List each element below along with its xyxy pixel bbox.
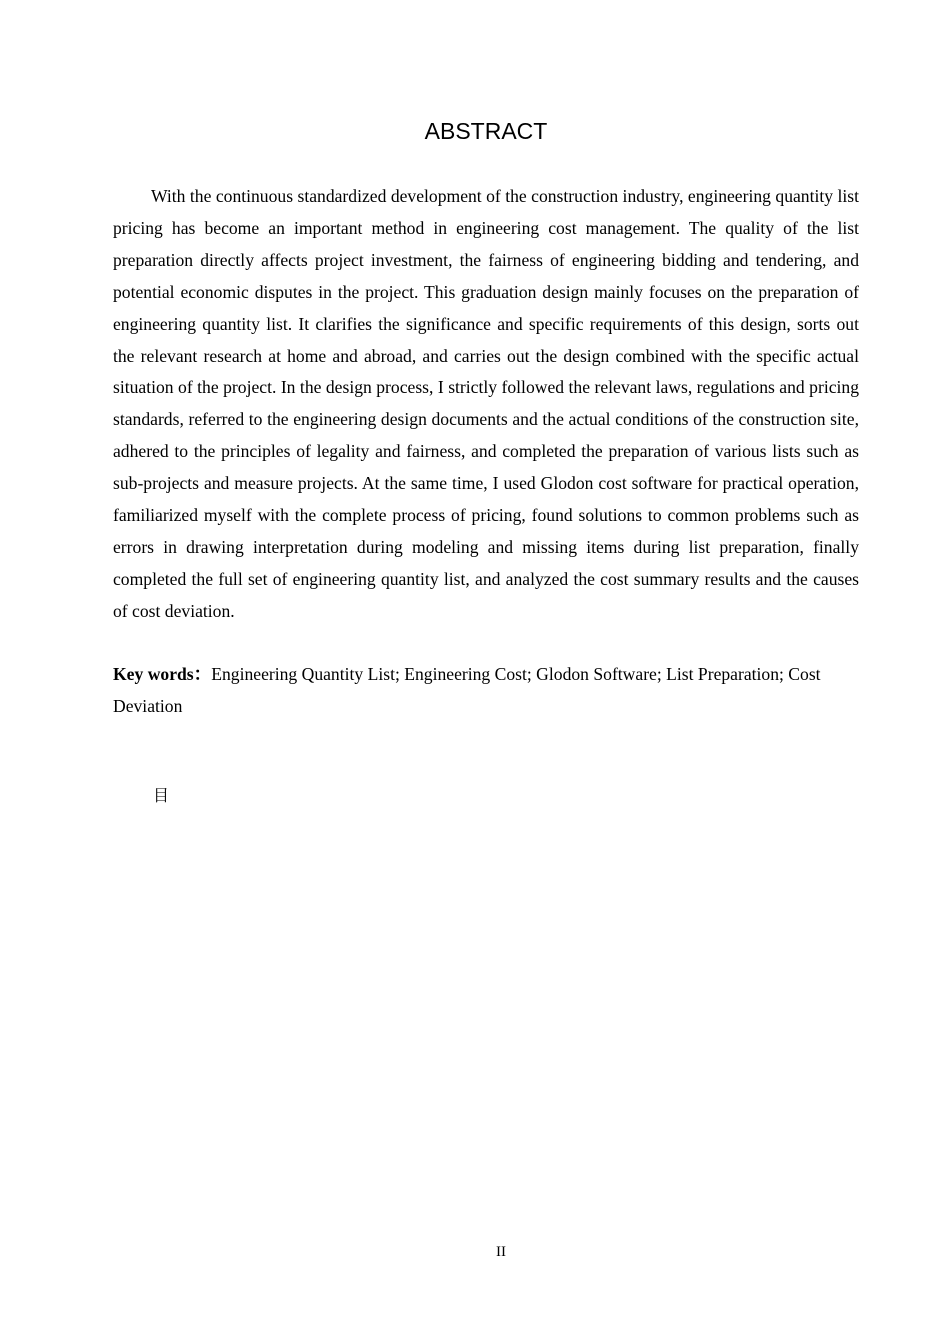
abstract-title: ABSTRACT: [424, 118, 548, 144]
keywords-line: [113, 659, 859, 723]
keywords-label: Key words：: [113, 664, 212, 684]
toc-heading-fragment: 目: [153, 786, 170, 805]
keywords-text: Engineering Quantity List; Engineering Cost; Glodon Software; List Preparation; Cost Deviation: [113, 664, 821, 716]
page-number: II: [496, 1244, 506, 1260]
abstract-paragraph: With the continuous standardized development of the construction industry, engineering quantity list pricing has become an important method in engineering cost management. The quality of the list preparation directly affects project investment, the fairness of engineering bidding and tendering, and potential economic disputes in the project. This graduation design mainly focuses on the preparation of engineering quantity list. It clarifies the significance and specific requirements of this design, sorts out the relevant research at home and abroad, and carries out the design combined with the specific actual situation of the project. In the design process, I strictly followed the relevant laws, regulations and pricing standards, referred to the engineering design documents and the actual conditions of the construction site, adhered to the principles of legality and fairness, and completed the preparation of various lists such as sub-projects and measure projects. At the same time, I used Glodon cost software for practical operation, familiarized myself with the complete process of pricing, found solutions to common problems such as errors in drawing interpretation during modeling and missing items during list preparation, finally completed the full set of engineering quantity list, and analyzed the cost summary results and the causes of cost deviation.: [113, 186, 859, 621]
